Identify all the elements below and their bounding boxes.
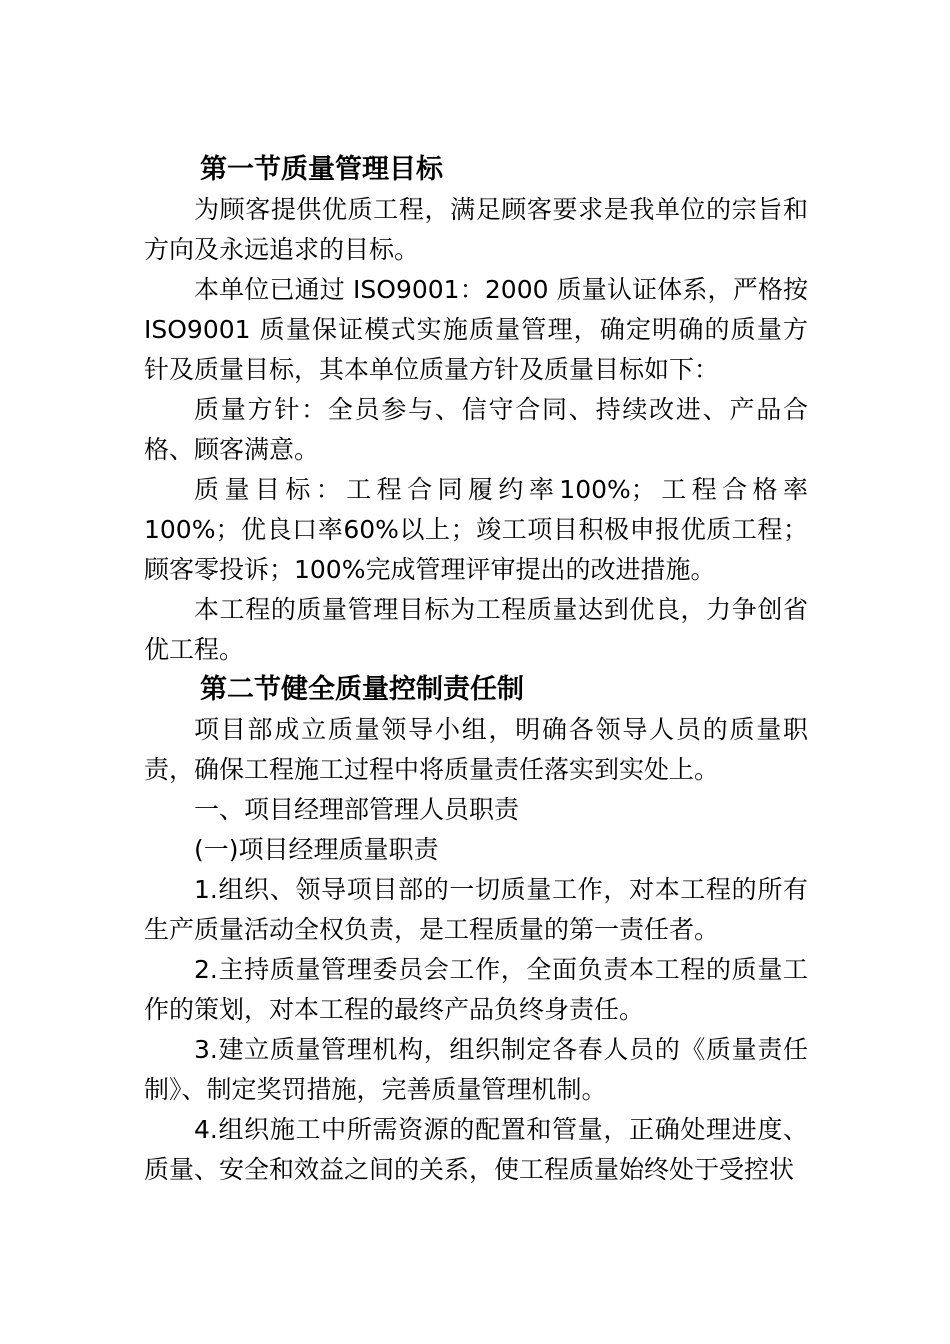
section-2-subheading-2: (一)项目经理质量职责: [194, 835, 439, 864]
section-2-paragraph-1: 项目部成立质量领导小组，明确各领导人员的质量职责，确保工程施工过程中将质量责任落实到实处上。: [144, 715, 808, 784]
section-2-paragraph-2: 1.组织、领导项目部的一切质量工作，对本工程的所有生产质量活动全权负责，是工程质量的第一责任者。: [144, 875, 808, 944]
section-2-subheading-1: 一、项目经理部管理人员职责: [194, 795, 520, 824]
section-2-paragraph-4: 3.建立质量管理机构，组织制定各春人员的《质量责任制》、制定奖罚措施，完善质量管理机制。: [144, 1035, 808, 1104]
document-page: [144, 150, 808, 1190]
section-1-paragraph-4: 质量目标：工程合同履约率100%；工程合格率100%；优良口率60%以上；竣工项目积极申报优质工程；顾客零投诉；100%完成管理评审提出的改进措施。: [144, 475, 808, 584]
section-1-paragraph-5: 本工程的质量管理目标为工程质量达到优良，力争创省优工程。: [144, 595, 808, 664]
section-1-heading: 第一节质量管理目标: [200, 154, 443, 185]
section-1-paragraph-3: 质量方针：全员参与、信守合同、持续改进、产品合格、顾客满意。: [144, 395, 808, 464]
section-1-paragraph-1: 为顾客提供优质工程，满足顾客要求是我单位的宗旨和方向及永远追求的目标。: [144, 195, 808, 264]
section-2-paragraph-5: 4.组织施工中所需资源的配置和管量，正确处理进度、质量、安全和效益之间的关系，使工程质量始终处于受控状: [144, 1115, 808, 1184]
section-1-paragraph-2: 本单位已通过 ISO9001：2000 质量认证体系，严格按ISO9001 质量保证模式实施质量管理，确定明确的质量方针及质量目标，其本单位质量方针及质量目标如下：: [144, 275, 808, 384]
section-2-paragraph-3: 2.主持质量管理委员会工作，全面负责本工程的质量工作的策划，对本工程的最终产品负终身责任。: [144, 955, 808, 1024]
section-2-heading: 第二节健全质量控制责任制: [200, 674, 524, 705]
